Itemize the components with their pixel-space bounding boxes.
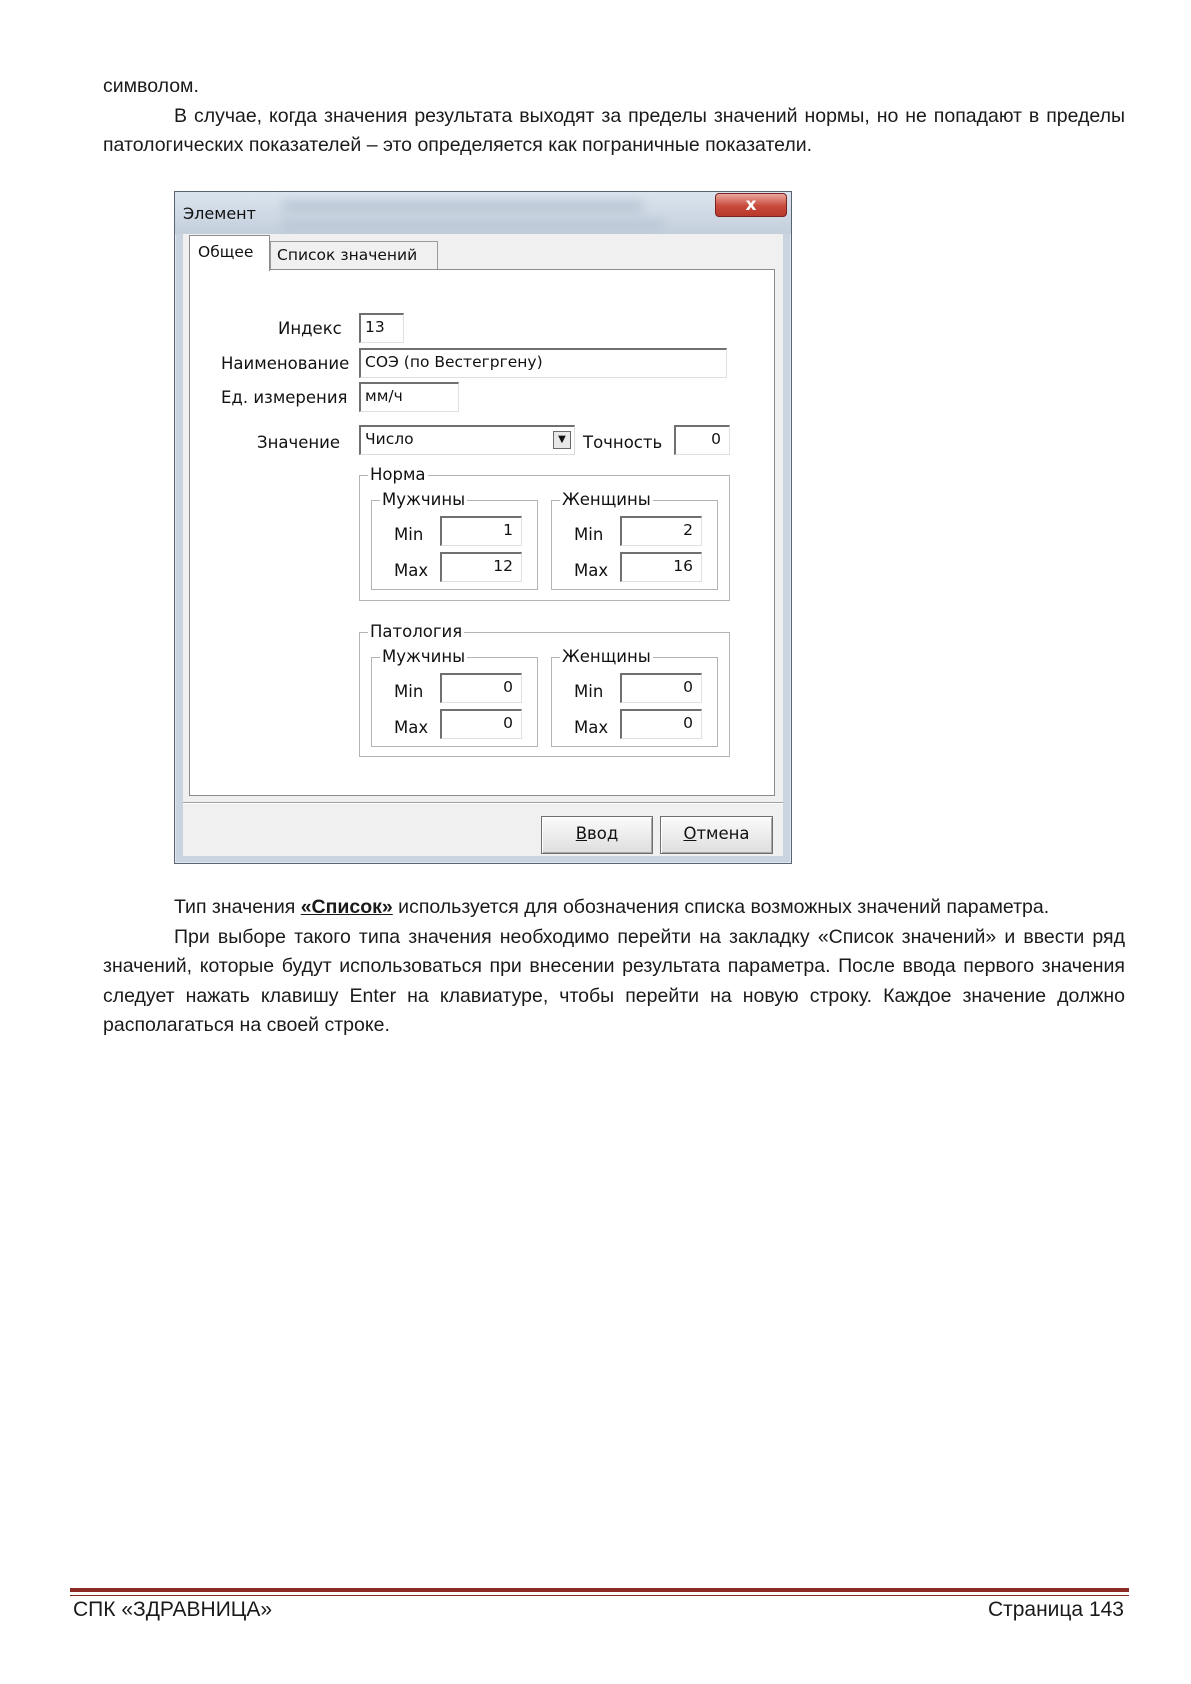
list-instructions-paragraph: При выборе такого типа значения необходимо перейти на закладку «Список значений» и ввести ряд значений, которые будут использоваться при внесении результата параметра. После ввода первого значения следует нажать клавишу Enter на клавиатуре, чтобы перейти на новую строку. Каждое значение должно располагаться на своей строке. (103, 925, 1125, 1036)
value-label: Значение (257, 433, 341, 452)
norm-men-title: Мужчины (382, 490, 466, 509)
norm-men-max-label: Max (394, 561, 429, 580)
norm-men-min-label: Min (394, 525, 424, 544)
footer-rule-thin (70, 1595, 1129, 1596)
norm-women-min-label: Min (574, 525, 604, 544)
pathology-women-min-label: Min (574, 682, 604, 701)
list-type-keyword: «Список» (300, 896, 393, 918)
name-input[interactable]: СОЭ (по Вестегргену) (359, 348, 727, 378)
body-text (103, 893, 1125, 1041)
norm-men-min-input[interactable]: 1 (440, 516, 522, 546)
intro-line: символом. (103, 75, 199, 97)
norm-group (359, 465, 730, 601)
value-type-select[interactable] (359, 425, 575, 455)
norm-women-max-label: Max (574, 561, 609, 580)
pathology-women-min-input[interactable]: 0 (620, 673, 702, 703)
cancel-hotkey: О (683, 824, 697, 843)
tab-value-list[interactable]: Список значений (270, 241, 438, 269)
pathology-women-title: Женщины (562, 647, 651, 666)
tab-page-general (189, 269, 775, 796)
tab-general[interactable]: Общее (189, 235, 270, 271)
pathology-men-min-input[interactable]: 0 (440, 673, 522, 703)
blurred-caption (283, 200, 643, 212)
pathology-men-title: Мужчины (382, 647, 466, 666)
precision-label: Точность (583, 433, 663, 452)
intro-paragraph: В случае, когда значения результата выходят за пределы значений нормы, но не попадают в пределы патологических показателей – это определяется как пограничные показатели. (103, 104, 1125, 156)
pathology-men-max-label: Max (394, 718, 429, 737)
ok-hotkey: В (575, 824, 588, 843)
index-input[interactable]: 13 (359, 313, 404, 343)
norm-women-max-input[interactable]: 16 (620, 552, 702, 582)
dialog-client (183, 234, 783, 856)
unit-label: Ед. измерения (221, 388, 348, 407)
pathology-women-max-input[interactable]: 0 (620, 709, 702, 739)
cancel-button[interactable] (660, 816, 773, 854)
pathology-group-title: Патология (370, 622, 463, 641)
value-type-selected: Число (365, 430, 414, 448)
chevron-down-icon[interactable]: ▼ (553, 431, 571, 449)
dialog-title: Элемент (183, 204, 256, 223)
pathology-women-group (551, 647, 718, 747)
cancel-label: тмена (696, 824, 750, 843)
list-type-text-post: используется для обозначения списка возможных значений параметра. (392, 896, 1050, 918)
norm-group-title: Норма (370, 465, 426, 484)
precision-input[interactable]: 0 (674, 425, 730, 455)
blurred-caption-2 (283, 220, 663, 229)
pathology-women-max-label: Max (574, 718, 609, 737)
footer-page-number: Страница 143 (987, 1598, 1124, 1621)
norm-women-title: Женщины (562, 490, 651, 509)
close-button[interactable] (715, 193, 787, 217)
norm-women-min-input[interactable]: 2 (620, 516, 702, 546)
index-label: Индекс (278, 319, 342, 338)
pathology-group (359, 622, 730, 757)
pathology-men-min-label: Min (394, 682, 424, 701)
list-type-text-pre: Тип значения (174, 896, 301, 918)
norm-women-group (551, 490, 718, 590)
dialog-titlebar (175, 192, 791, 234)
list-type-paragraph (103, 893, 1125, 923)
footer-rule (70, 1588, 1129, 1592)
ok-button[interactable] (541, 816, 653, 854)
name-label: Наименование (221, 354, 350, 373)
pathology-men-group (371, 647, 538, 747)
ok-label: вод (587, 824, 619, 843)
norm-men-max-input[interactable]: 12 (440, 552, 522, 582)
pathology-men-max-input[interactable]: 0 (440, 709, 522, 739)
footer-company: СПК «ЗДРАВНИЦА» (73, 1598, 273, 1621)
norm-men-group (371, 490, 538, 590)
button-bar-separator (183, 802, 783, 804)
element-dialog (174, 191, 792, 864)
close-icon: x (745, 195, 757, 215)
intro-text (103, 72, 1125, 161)
unit-input[interactable]: мм/ч (359, 382, 459, 412)
